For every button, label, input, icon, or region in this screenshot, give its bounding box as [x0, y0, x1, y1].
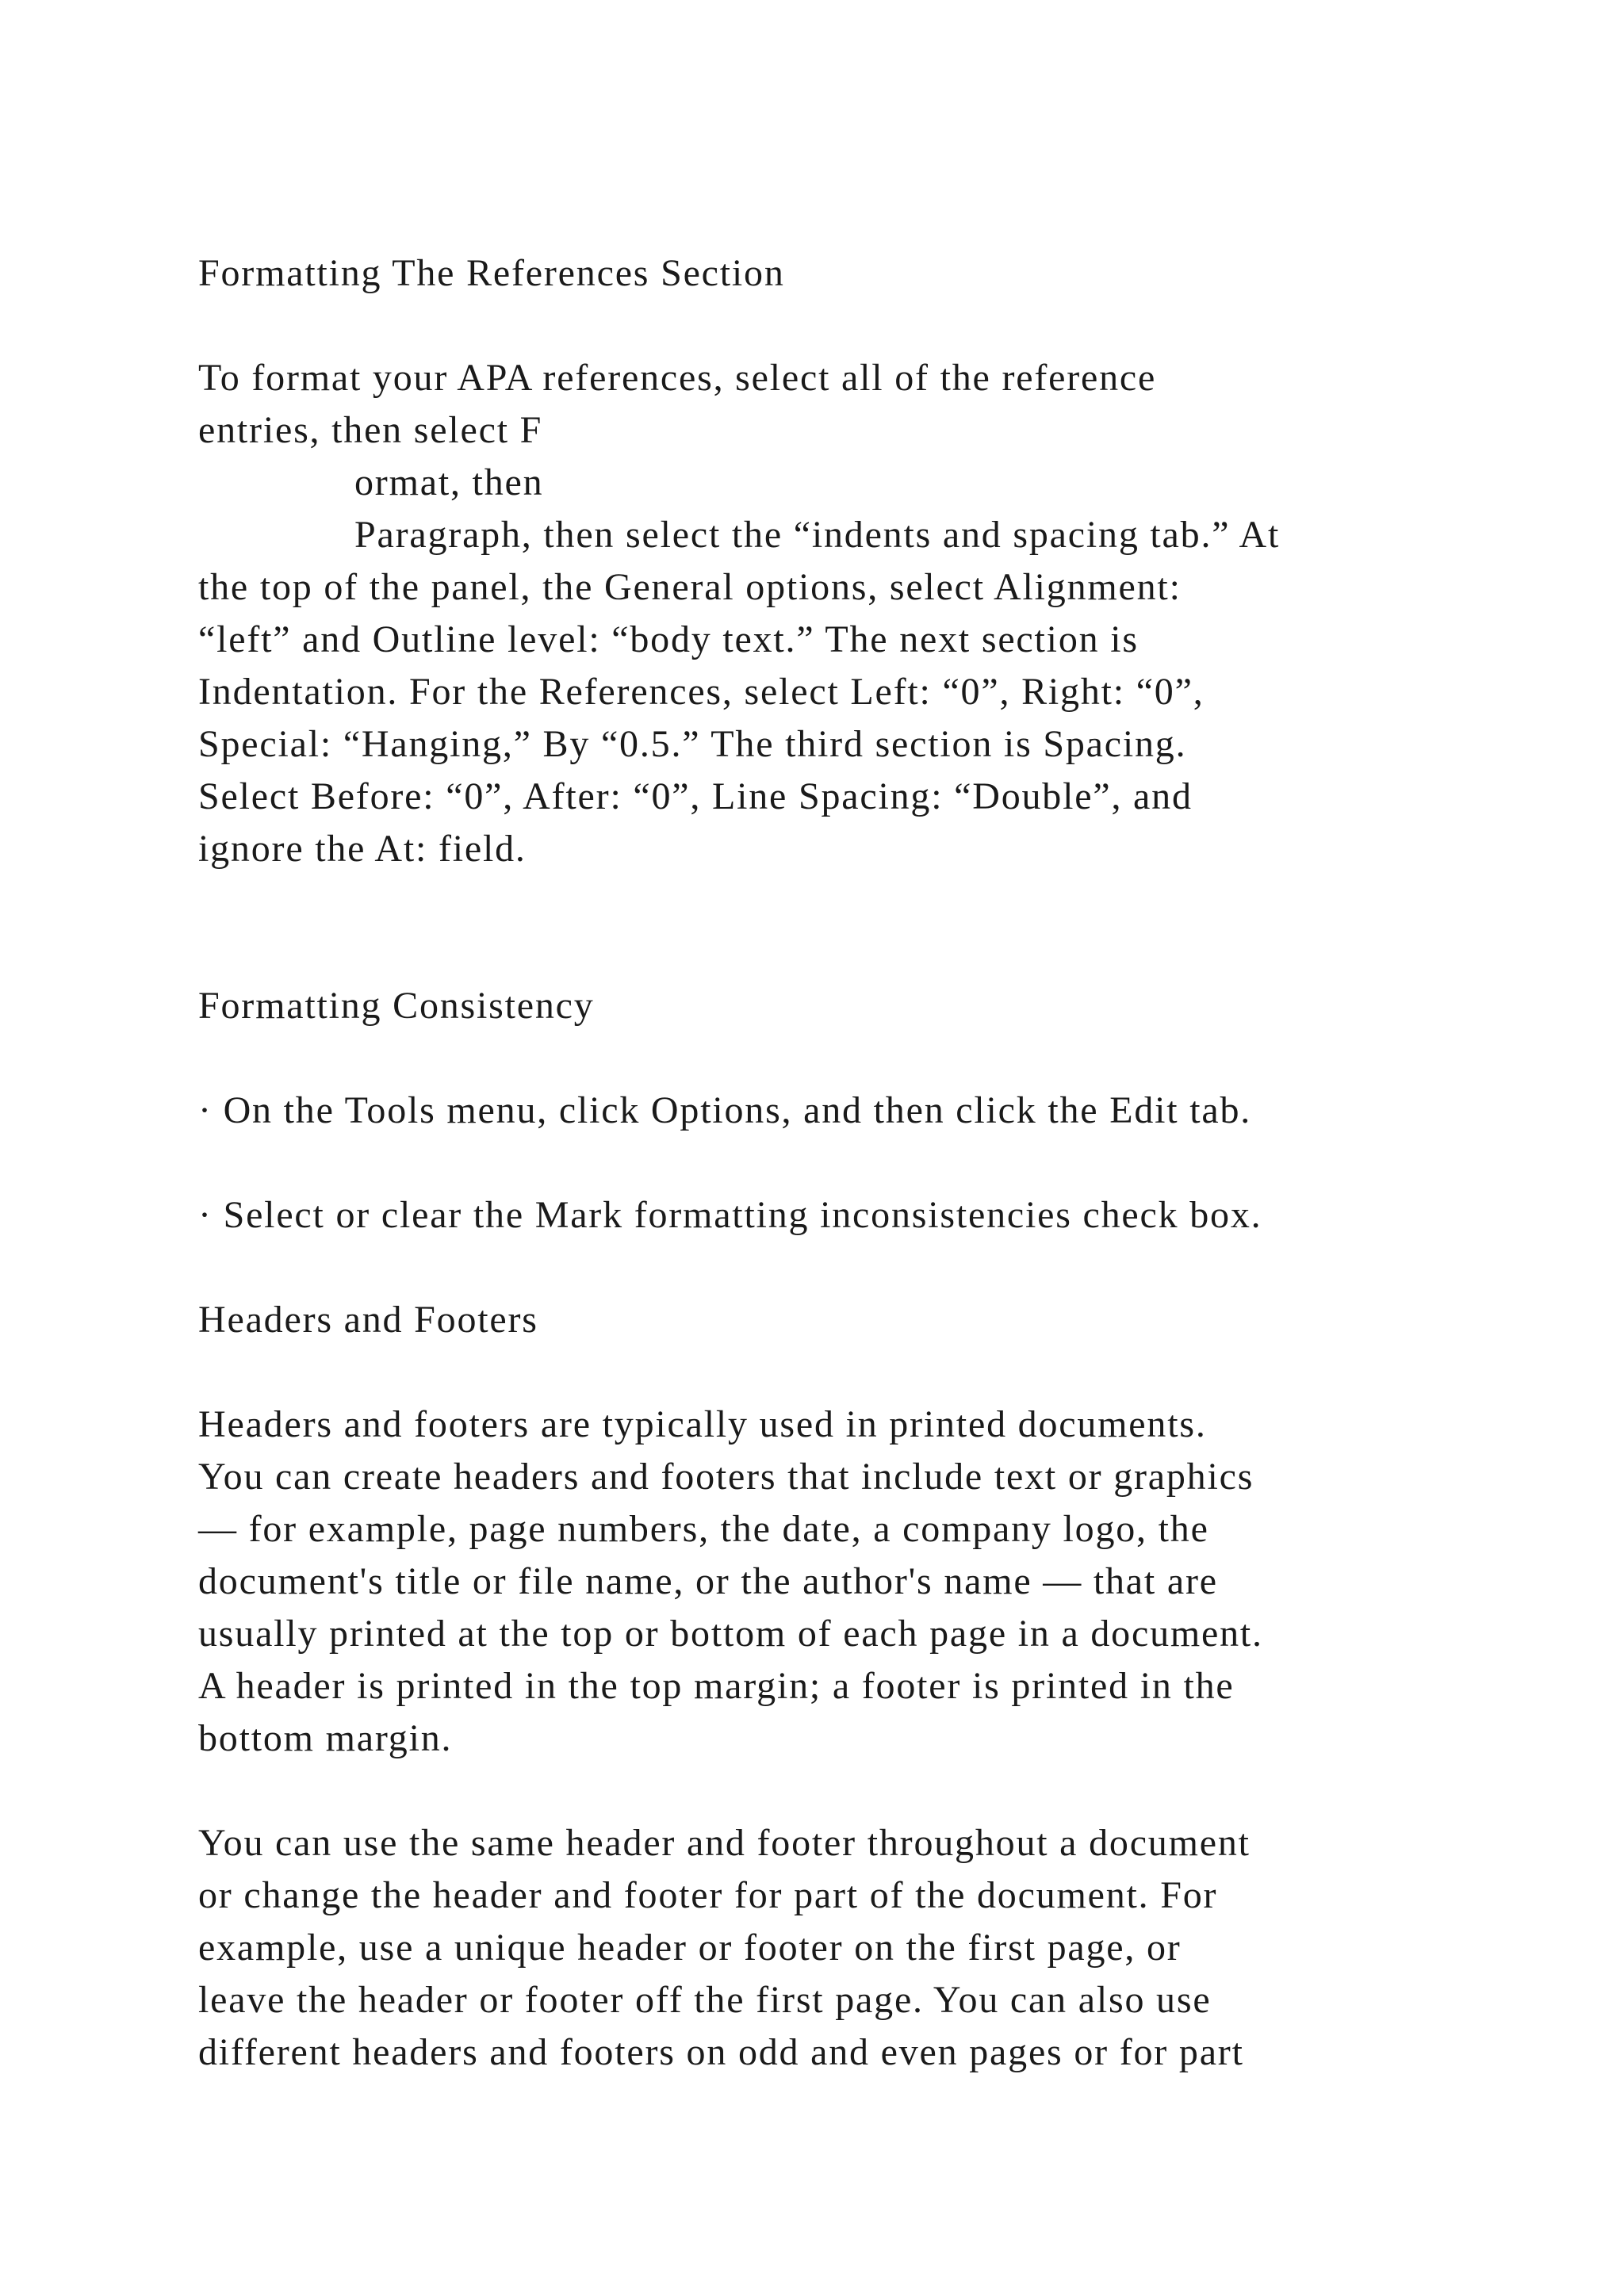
section-heading-headers-footers: Headers and Footers [198, 1299, 538, 1341]
section-heading-consistency: Formatting Consistency [198, 985, 595, 1027]
paragraph-line: bottom margin. [198, 1717, 453, 1759]
spacer [198, 1346, 1546, 1399]
spacer [198, 1765, 1546, 1817]
paragraph-line: document's title or file name, or the author's name — that are [198, 1560, 1218, 1602]
paragraph-line: ignore the At: field. [198, 828, 527, 870]
paragraph-line: Select Before: “0”, After: “0”, Line Spacing: “Double”, and [198, 775, 1193, 817]
paragraph-line: — for example, page numbers, the date, a company logo, the [198, 1508, 1209, 1550]
paragraph-line: “left” and Outline level: “body text.” The next section is [198, 618, 1139, 660]
spacer [198, 1032, 1546, 1085]
bullet-item: · Select or clear the Mark formatting inconsistencies check box. [198, 1194, 1262, 1236]
paragraph-line: ormat, then [354, 461, 544, 503]
paragraph-line: leave the header or footer off the first page. You can also use [198, 1979, 1212, 2021]
paragraph-line: usually printed at the top or bottom of each page in a document. [198, 1613, 1263, 1655]
bullet-item: · On the Tools menu, click Options, and then click the Edit tab. [198, 1089, 1252, 1131]
spacer [198, 300, 1546, 352]
paragraph-line: Headers and footers are typically used in printed documents. [198, 1403, 1207, 1445]
paragraph-line: entries, then select F [198, 409, 543, 451]
document-page [198, 247, 1546, 2079]
paragraph-line: Indentation. For the References, select Left: “0”, Right: “0”, [198, 671, 1205, 713]
paragraph-line: You can use the same header and footer throughout a document [198, 1822, 1251, 1864]
paragraph-line: example, use a unique header or footer on the first page, or [198, 1927, 1182, 1969]
paragraph-line: A header is printed in the top margin; a footer is printed in the [198, 1665, 1235, 1707]
section-heading-references: Formatting The References Section [198, 252, 785, 294]
paragraph-line: To format your APA references, select all of the reference [198, 357, 1157, 399]
paragraph-line: or change the header and footer for part of the document. For [198, 1874, 1218, 1916]
paragraph-line: the top of the panel, the General options, select Alignment: [198, 566, 1182, 608]
paragraph-line: Special: “Hanging,” By “0.5.” The third section is Spacing. [198, 723, 1187, 765]
spacer [198, 875, 1546, 980]
paragraph-line: Paragraph, then select the “indents and spacing tab.” At [354, 514, 1281, 556]
paragraph-line: different headers and footers on odd and even pages or for part [198, 2031, 1244, 2073]
paragraph-line: You can create headers and footers that include text or graphics [198, 1456, 1254, 1498]
spacer [198, 1137, 1546, 1189]
spacer [198, 1242, 1546, 1294]
